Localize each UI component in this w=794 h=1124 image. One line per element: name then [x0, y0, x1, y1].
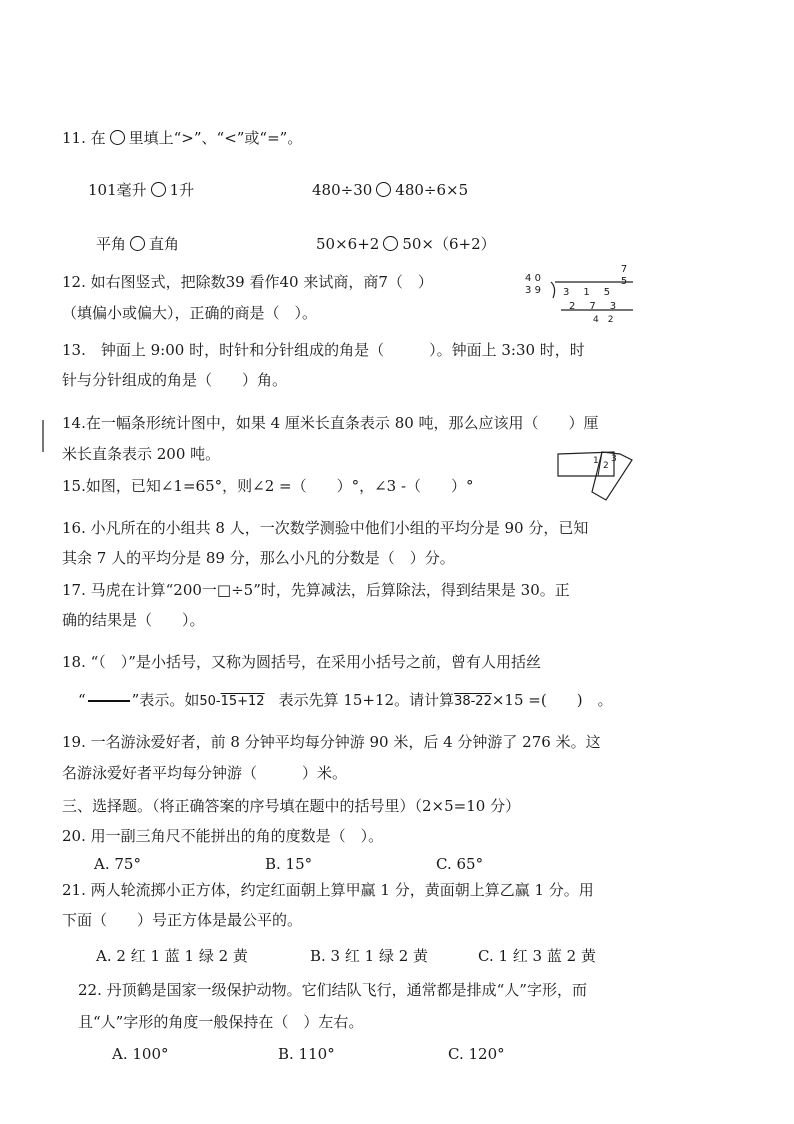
q11-row1-a — [88, 180, 194, 200]
long-division-figure — [519, 264, 639, 328]
q16-line1: 16. 小凡所在的小组共 8 人，一次数学测验中他们小组的平均分是 90 分，已知 — [62, 519, 589, 537]
q19-line1: 19. 一名游泳爱好者，前 8 分钟平均每分钟游 90 米，后 4 分钟游了 276 米。这 — [62, 733, 601, 751]
folded-paper-figure — [556, 446, 634, 504]
q18-text-c: 表示先算 15+12。请计算 — [278, 691, 455, 709]
q11-r1a-right: 1升 — [169, 181, 195, 199]
bracket-line-icon — [88, 700, 130, 702]
q11-row2-a — [96, 234, 179, 254]
q11-r1a-left: 101毫升 — [88, 181, 147, 199]
q18-expr2-a: 38-22 — [454, 694, 492, 709]
folded-paper-lines — [556, 446, 634, 504]
q13-line1: 13. 钟面上 9:00 时，时针和分针组成的角是（ ）。钟面上 3:30 时，时 — [62, 341, 585, 359]
q11-r2a-right: 直角 — [149, 235, 180, 253]
answer-circle-1[interactable] — [151, 182, 166, 197]
q11-r2b-left: 50×6+2 — [316, 235, 380, 253]
q18-text-b: ”表示。如 — [131, 691, 200, 709]
q20-option-a[interactable]: A. 75° — [94, 855, 141, 873]
quotient-label: 7 5 — [620, 264, 628, 287]
q11-r1b-right: 480÷6×5 — [395, 181, 469, 199]
q18-expr1-b: 15+12 — [220, 694, 265, 709]
q17-line2: 确的结果是（ ）。 — [62, 611, 205, 629]
q22-line2: 且“人”字形的角度一般保持在（ ）左右。 — [78, 1013, 364, 1031]
product-label: 2 7 3 — [569, 301, 619, 312]
q21-line1: 21. 两人轮流掷小正方体，约定红面朝上算甲赢 1 分，黄面朝上算乙赢 1 分。用 — [62, 881, 594, 899]
q22-option-a[interactable]: A. 100° — [112, 1045, 169, 1063]
q14-line1: 14.在一幅条形统计图中，如果 4 厘米长直条表示 80 吨，那么应该用（ ）厘 — [62, 414, 599, 432]
q12-line1: 12. 如右图竖式，把除数39 看作40 来试商，商7（ ） — [62, 273, 433, 291]
q11-r1b-left: 480÷30 — [312, 181, 373, 199]
q14-line2: 米长直条表示 200 吨。 — [62, 445, 221, 463]
q21-option-a[interactable]: A. 2 红 1 蓝 1 绿 2 黄 — [96, 947, 248, 965]
q21-option-c[interactable]: C. 1 红 3 蓝 2 黄 — [478, 947, 596, 965]
q11-row2-b — [316, 234, 496, 254]
blank-circle-icon — [110, 130, 125, 145]
remainder-label: 4 2 — [593, 315, 614, 325]
q22-option-b[interactable]: B. 110° — [278, 1045, 335, 1063]
angle-1-label: 1 — [593, 456, 599, 466]
q20-option-b[interactable]: B. 15° — [265, 855, 313, 873]
q20-stem: 20. 用一副三角尺不能拼出的角的度数是（ ）。 — [62, 827, 384, 845]
q15-line: 15.如图，已知∠1=65°，则∠2 =（ ）°，∠3 -（ ）° — [62, 477, 474, 495]
answer-circle-3[interactable] — [130, 236, 145, 251]
angle-2-label: 2 — [603, 461, 609, 471]
divisor-label: 4 0 3 9 — [525, 273, 541, 296]
q18-expr1-a: 50- — [199, 694, 221, 709]
q19-line2: 名游泳爱好者平均每分钟游（ ）米。 — [62, 764, 348, 782]
scan-mark — [42, 420, 44, 452]
q11-stem-pre: 11. 在 — [62, 129, 106, 147]
q11-r2a-left: 平角 — [96, 235, 127, 253]
q18-open-quote: “ — [78, 691, 86, 709]
q20-option-c[interactable]: C. 65° — [436, 855, 484, 873]
dividend-label: 3 1 5 — [563, 287, 613, 298]
q11-stem-post: 里填上“>”、“<”或“=”。 — [128, 129, 303, 147]
q18-line1: 18. “（ ）”是小括号，又称为圆括号，在采用小括号之前，曾有人用括丝 — [62, 653, 541, 671]
q21-option-b[interactable]: B. 3 红 1 绿 2 黄 — [310, 947, 429, 965]
answer-circle-2[interactable] — [376, 182, 391, 197]
q12-line2: （填偏小或偏大），正确的商是（ ）。 — [62, 304, 318, 322]
q11-r2b-right: 50×（6+2） — [402, 235, 496, 253]
q18-line2 — [78, 690, 613, 712]
q21-line2: 下面（ ）号正方体是最公平的。 — [62, 911, 303, 929]
q22-option-c[interactable]: C. 120° — [448, 1045, 505, 1063]
q13-line2: 针与分针组成的角是（ ）角。 — [62, 371, 288, 389]
q18-expr2-b: ×15 =( ) 。 — [491, 691, 613, 709]
q16-line2: 其余 7 人的平均分是 89 分，那么小凡的分数是（ ）分。 — [62, 549, 455, 567]
angle-3-label: 3 — [611, 454, 617, 464]
q11-stem — [62, 128, 302, 148]
section3-title: 三、选择题。（将正确答案的序号填在题中的括号里）（2×5=10 分） — [62, 797, 521, 815]
q22-line1: 22. 丹顶鹤是国家一级保护动物。它们结队飞行，通常都是排成“人”字形，而 — [78, 981, 587, 999]
answer-circle-4[interactable] — [383, 236, 398, 251]
q11-row1-b — [312, 180, 468, 200]
q17-line1: 17. 马虎在计算“200一□÷5”时，先算减法，后算除法，得到结果是 30。正 — [62, 581, 570, 599]
